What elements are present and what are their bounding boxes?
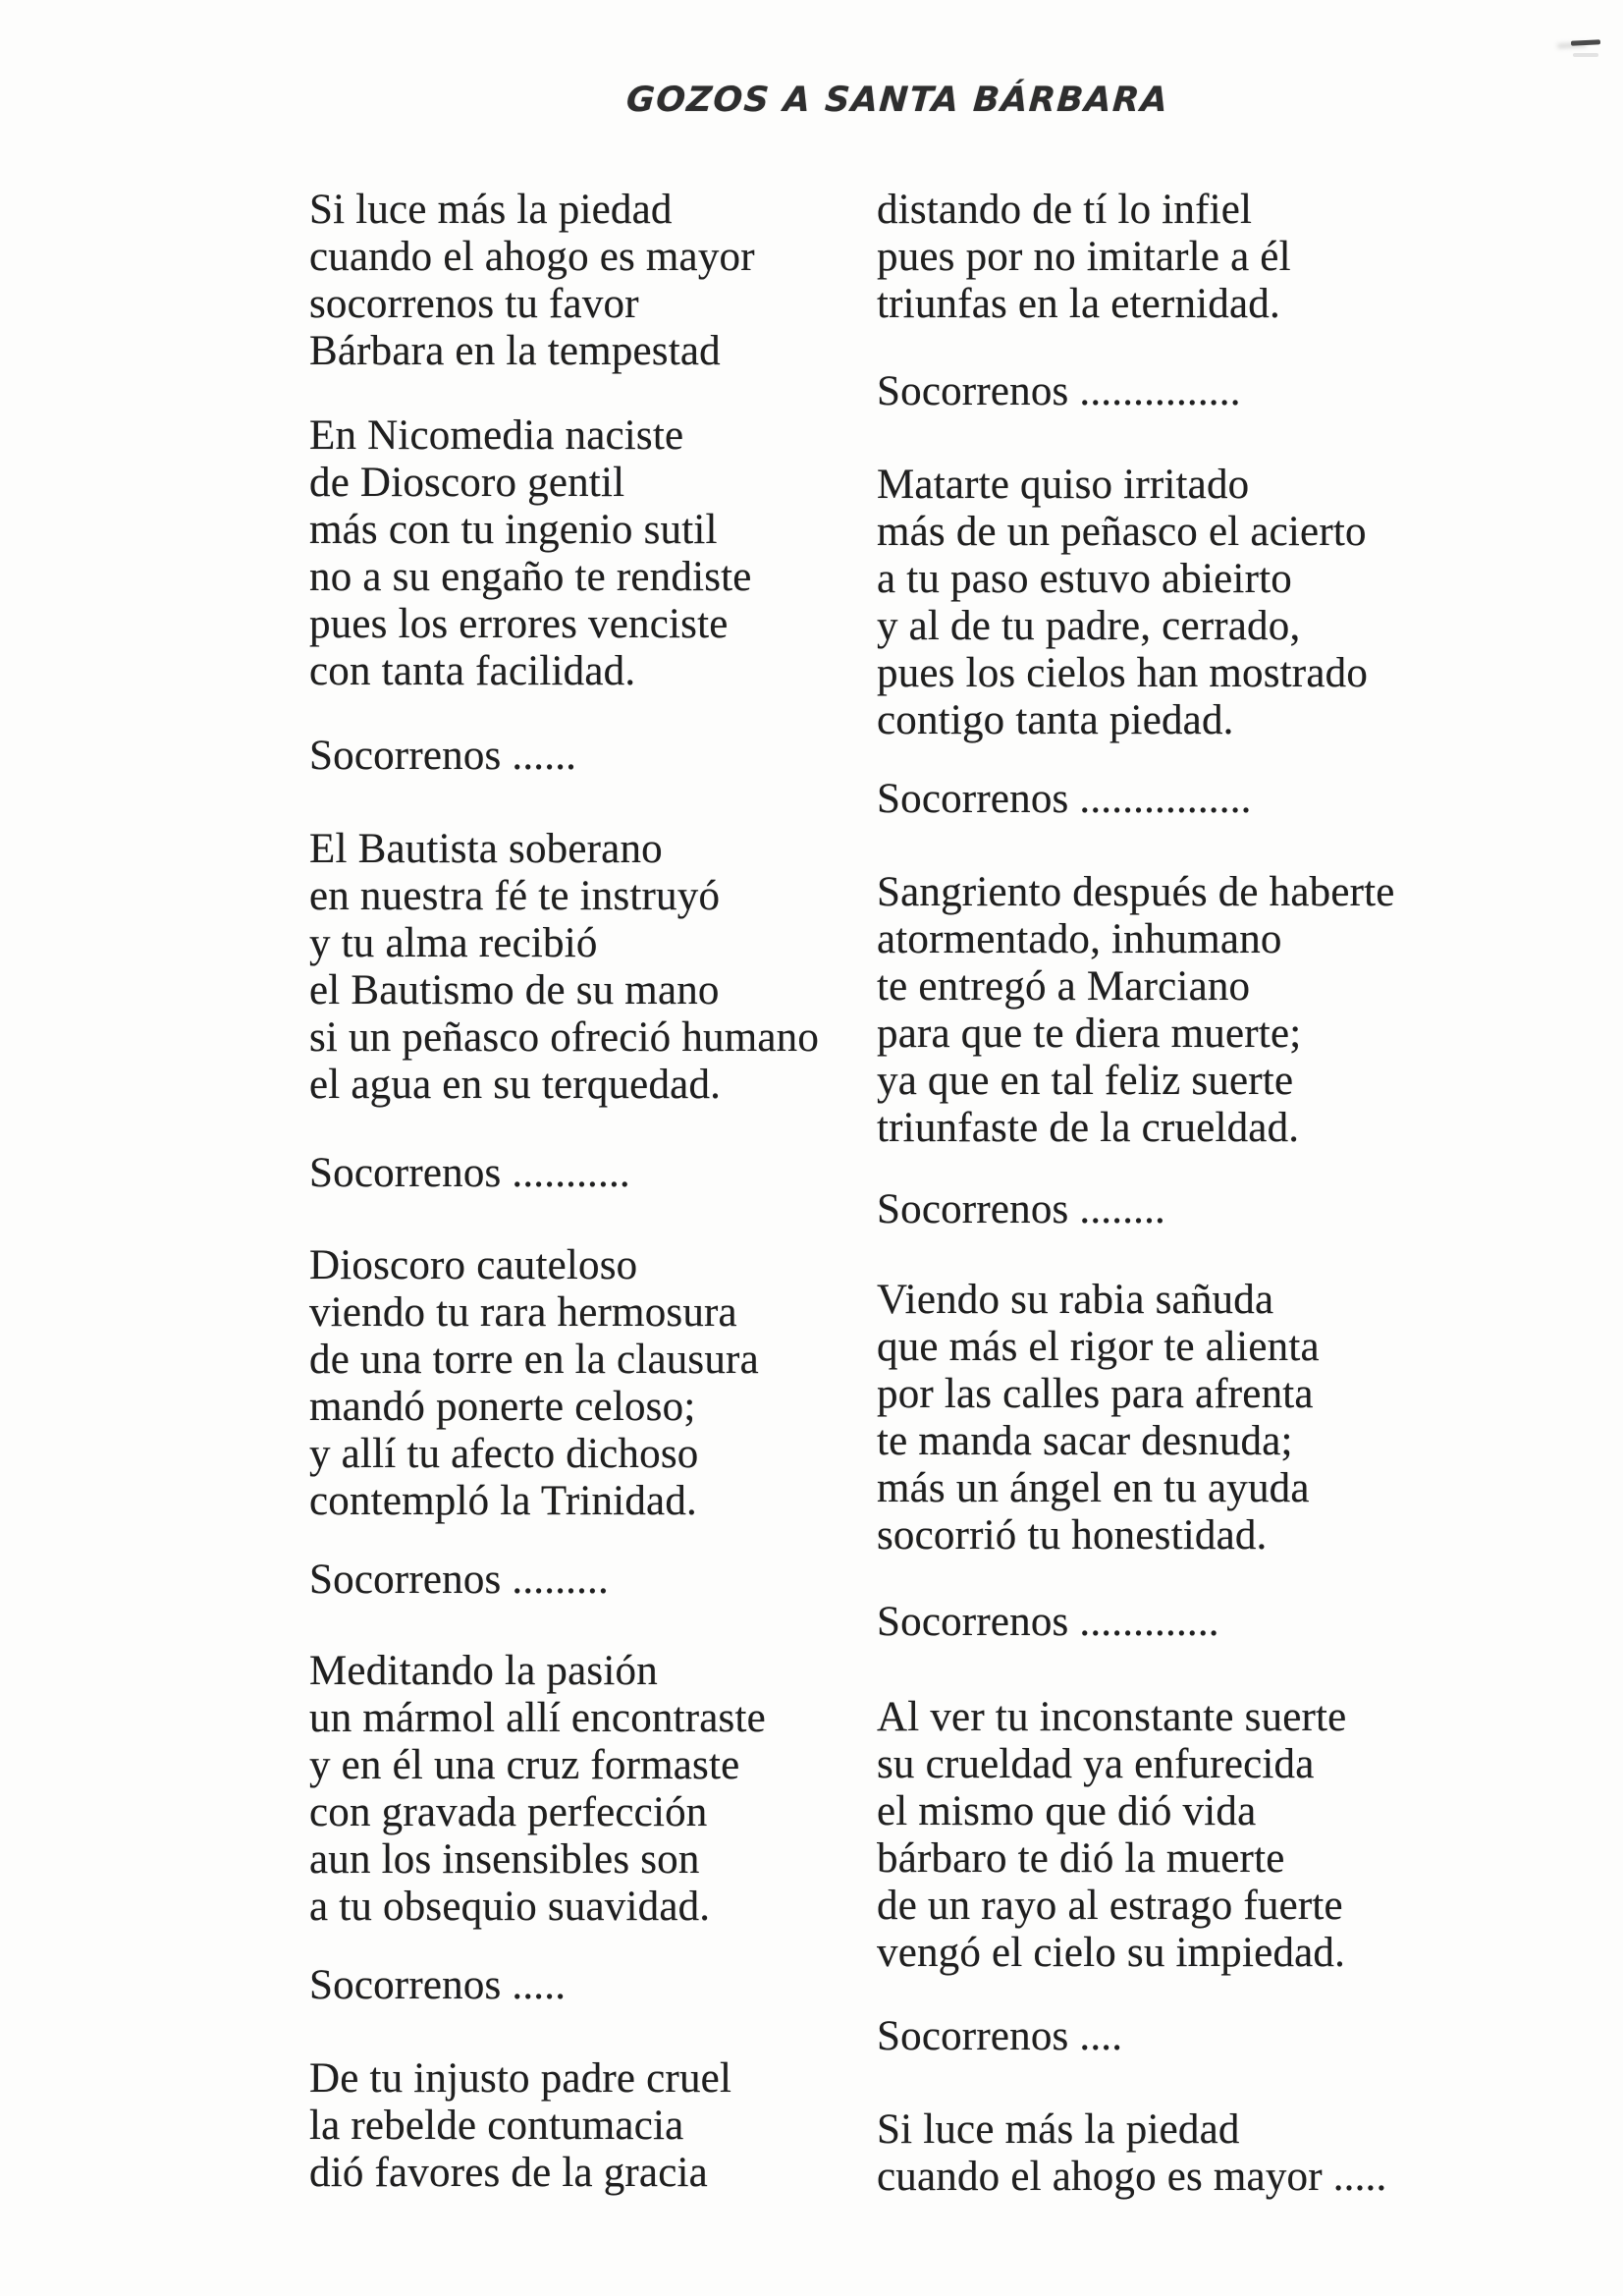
refrain-line: Socorrenos ................ (877, 776, 1252, 822)
poem-line: y tu alma recibió (309, 920, 598, 966)
poem-column-left (309, 187, 938, 2197)
poem-line: de Dioscoro gentil (309, 460, 625, 506)
poem-line: contempló la Trinidad. (309, 1478, 697, 1524)
stanza (309, 1648, 938, 1931)
poem-line: Sangriento después de haberte (877, 869, 1395, 915)
poem-line: su crueldad ya enfurecida (877, 1741, 1315, 1787)
scan-artifact-dash (1571, 39, 1600, 46)
poem-line: a tu obsequio suavidad. (309, 1884, 711, 1930)
poem-line: de una torre en la clausura (309, 1337, 759, 1383)
poem-line: para que te diera muerte; (877, 1011, 1302, 1057)
stanza (309, 1242, 938, 1525)
poem-line: pues los cielos han mostrado (877, 650, 1369, 696)
refrain-line: Socorrenos ............... (877, 368, 1241, 414)
poem-line: cuando el ahogo es mayor ..... (877, 2154, 1387, 2200)
refrain-line: Socorrenos ..... (309, 1962, 567, 2008)
poem-line: De tu injusto padre cruel (309, 2055, 732, 2102)
poem-line: en nuestra fé te instruyó (309, 873, 721, 919)
refrain-line: Socorrenos .... (877, 2013, 1123, 2059)
poem-line: Al ver tu inconstante suerte (877, 1694, 1347, 1740)
stanza (877, 869, 1505, 1152)
stanza (877, 2106, 1505, 2201)
poem-column-right (877, 187, 1505, 2201)
poem-line: vengó el cielo su impiedad. (877, 1930, 1346, 1976)
stanza (877, 1277, 1505, 1559)
stanza (309, 826, 938, 1109)
stanza (309, 187, 938, 375)
poem-line: a tu paso estuvo abieirto (877, 556, 1292, 602)
poem-line: el agua en su terquedad. (309, 1062, 722, 1108)
poem-line: viendo tu rara hermosura (309, 1289, 737, 1336)
poem-line: dió favores de la gracia (309, 2150, 708, 2196)
poem-line: En Nicomedia naciste (309, 412, 684, 459)
refrain-line: Socorrenos ........... (309, 1150, 630, 1196)
poem-line: Si luce más la piedad (309, 187, 673, 233)
scan-artifact-smudge (1573, 53, 1598, 57)
poem-line: El Bautista soberano (309, 826, 663, 872)
poem-line: Viendo su rabia sañuda (877, 1277, 1274, 1323)
poem-line: más de un peñasco el acierto (877, 509, 1367, 555)
poem-line: Meditando la pasión (309, 1648, 658, 1694)
poem-line: distando de tí lo infiel (877, 187, 1253, 233)
poem-line: ya que en tal feliz suerte (877, 1058, 1294, 1104)
poem-line: y al de tu padre, cerrado, (877, 603, 1301, 649)
stanza (877, 187, 1505, 328)
poem-line: que más el rigor te alienta (877, 1324, 1320, 1370)
poem-line: socorrenos tu favor (309, 281, 639, 327)
poem-line: te entregó a Marciano (877, 963, 1251, 1010)
stanza (309, 412, 938, 695)
poem-line: Si luce más la piedad (877, 2106, 1240, 2153)
poem-line: por las calles para afrenta (877, 1371, 1314, 1417)
refrain-line: Socorrenos ........ (877, 1186, 1166, 1232)
poem-line: cuando el ahogo es mayor (309, 234, 755, 280)
poem-line: con tanta facilidad. (309, 648, 636, 694)
poem-line: pues por no imitarle a él (877, 234, 1291, 280)
stanza (877, 462, 1505, 744)
poem-line: pues los errores venciste (309, 601, 729, 647)
poem-line: atormentado, inhumano (877, 916, 1282, 962)
refrain-line: Socorrenos ............. (877, 1599, 1219, 1645)
poem-line: mandó ponerte celoso; (309, 1384, 696, 1430)
stanza (877, 1694, 1505, 1977)
poem-line: más un ángel en tu ayuda (877, 1465, 1310, 1511)
poem-line: socorrió tu honestidad. (877, 1512, 1268, 1558)
poem-line: aun los insensibles son (309, 1836, 700, 1883)
poem-line: Dioscoro cauteloso (309, 1242, 638, 1288)
poem-line: triunfas en la eternidad. (877, 281, 1280, 327)
poem-line: de un rayo al estrago fuerte (877, 1883, 1343, 1929)
poem-line: Matarte quiso irritado (877, 462, 1250, 508)
poem-line: no a su engaño te rendiste (309, 554, 752, 600)
refrain-line: Socorrenos ...... (309, 733, 577, 779)
poem-line: contigo tanta piedad. (877, 697, 1234, 743)
poem-line: y en él una cruz formaste (309, 1742, 740, 1788)
page-title: GOZOS A SANTA BÁRBARA (624, 81, 1170, 120)
poem-line: un mármol allí encontraste (309, 1695, 766, 1741)
poem-line: la rebelde contumacia (309, 2103, 684, 2149)
poem-line: y allí tu afecto dichoso (309, 1431, 699, 1477)
stanza (309, 2055, 938, 2197)
poem-line: triunfaste de la crueldad. (877, 1105, 1300, 1151)
poem-line: bárbaro te dió la muerte (877, 1835, 1285, 1882)
poem-line: Bárbara en la tempestad (309, 328, 721, 374)
refrain-line: Socorrenos ......... (309, 1557, 609, 1603)
poem-line: si un peñasco ofreció humano (309, 1014, 820, 1061)
poem-line: te manda sacar desnuda; (877, 1418, 1293, 1464)
poem-line: con gravada perfección (309, 1789, 708, 1835)
poem-line: más con tu ingenio sutil (309, 507, 718, 553)
poem-line: el mismo que dió vida (877, 1788, 1257, 1834)
poem-line: el Bautismo de su mano (309, 967, 720, 1013)
